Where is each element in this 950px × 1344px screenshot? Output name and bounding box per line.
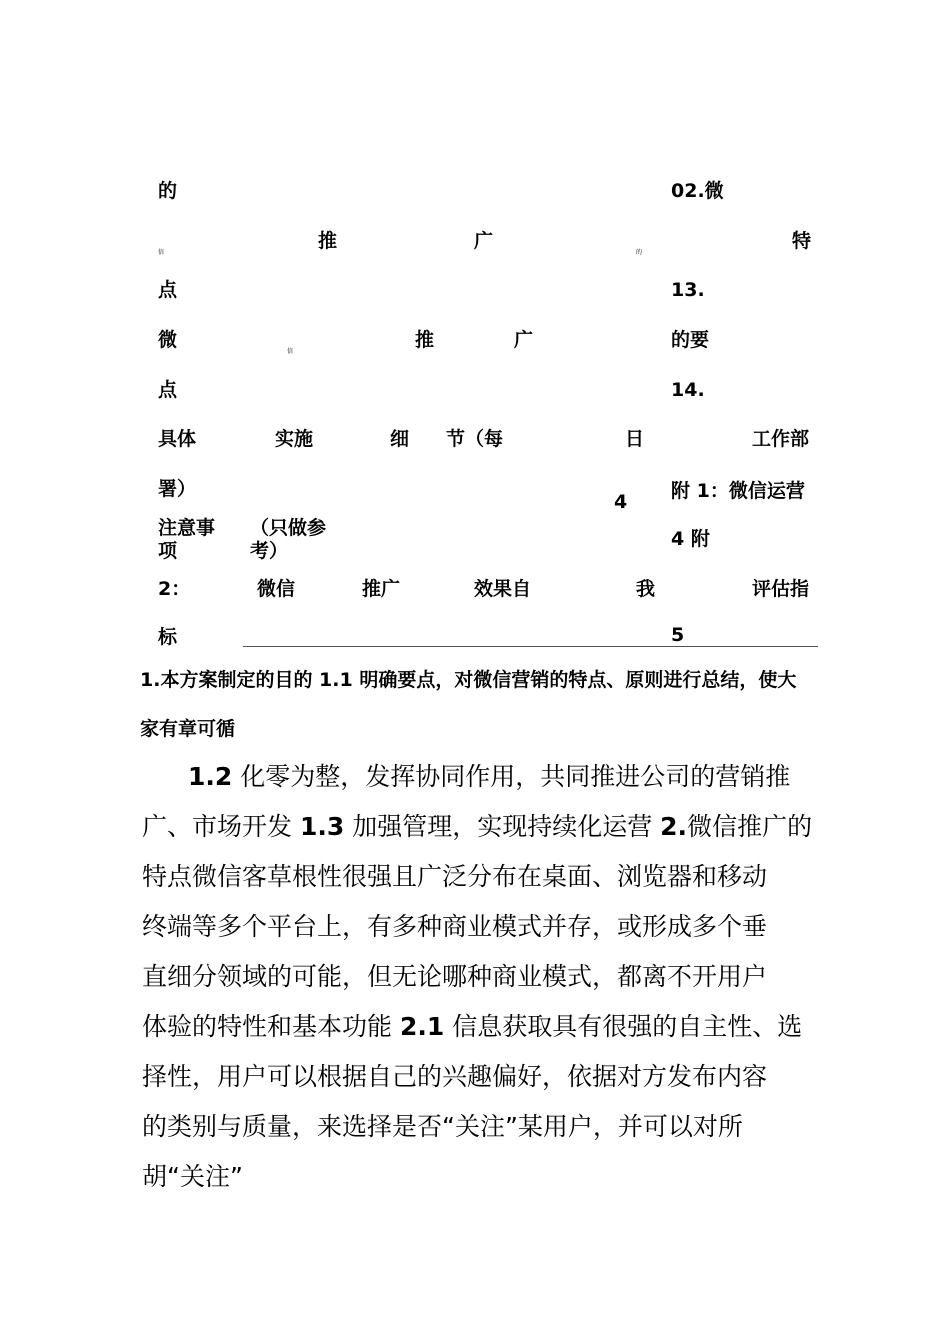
body-line: 终端等多个平台上，有多种商业模式并存，或形成多个垂 (142, 912, 768, 941)
toc-text: 点 (158, 379, 178, 401)
intro-line-2: 家有章可循 (140, 718, 236, 740)
toc-text: 附 1：微信运营 (671, 480, 805, 502)
toc-text: 广 (514, 329, 534, 351)
section-number: 2.1 (399, 1012, 445, 1041)
body-line (142, 802, 832, 852)
toc-text: 考） (250, 540, 289, 562)
toc-text: 工作部 (752, 428, 810, 450)
toc-text: 节（每 (446, 428, 504, 450)
body-text: 广、市场开发 (142, 812, 300, 841)
body-line (142, 1002, 832, 1052)
toc-text: 微信 (257, 578, 296, 600)
section-number: 1.2 (188, 762, 233, 791)
section-number: 2. (660, 812, 688, 841)
body-text: 化零为整，发挥协同作用，共同推进公司的营销推 (232, 762, 791, 791)
toc-text: 广 (474, 230, 494, 252)
body-line: 的类别与质量，来选择是否“关注”某用户，并可以对所 (142, 1112, 743, 1141)
body-line: 直细分领域的可能，但无论哪种商业模式，都离不开用户 (142, 962, 768, 991)
toc-divider (243, 646, 818, 647)
toc-page-number: 5 (671, 624, 685, 646)
toc-text: 推 (415, 329, 435, 351)
toc-text: 效果自 (474, 578, 532, 600)
toc-text: 的 (158, 180, 178, 202)
toc-text: 项 (158, 540, 178, 562)
body-text: 体验的特性和基本功能 (142, 1012, 400, 1041)
body-line: 胡“关注” (142, 1162, 243, 1191)
toc-text: 我 (636, 578, 656, 600)
body-text: 加强管理，实现持续化运营 (344, 812, 661, 841)
toc-text: 具体 (158, 428, 197, 450)
toc-text: 实施 (275, 428, 314, 450)
toc-text: （只做参 (250, 517, 327, 539)
toc-text: 02.微 (671, 180, 724, 202)
body-line: 择性，用户可以根据自己的兴趣偏好，依据对方发布内容 (142, 1062, 768, 1091)
intro-line-1: 1.本方案制定的目的 1.1 明确要点，对微信营销的特点、原则进行总结，使大 (140, 669, 797, 691)
toc-page-number: 4 (614, 491, 628, 513)
toc-text: 的要 (671, 329, 710, 351)
toc-text: 注意事 (158, 517, 216, 539)
toc-text: 细 (390, 428, 410, 450)
toc-text: 点 (158, 279, 178, 301)
toc-text: 推广 (362, 578, 401, 600)
toc-tiny-text: 的 (636, 249, 643, 256)
toc-text: 评估指 (752, 578, 810, 600)
body-text: 微信推广的 (687, 812, 813, 841)
body-line (142, 752, 832, 802)
section-number: 1.3 (299, 812, 345, 841)
body-text: 信息获取具有很强的自主性、选 (444, 1012, 803, 1041)
toc-text: 推 (318, 230, 338, 252)
toc-text: 4 附 (671, 528, 710, 550)
toc-text: 2： (158, 578, 191, 600)
toc-text: 日 (625, 428, 645, 450)
toc-text: 署） (158, 478, 197, 500)
toc-text: 标 (158, 626, 178, 648)
toc-tiny-text: 信 (158, 249, 165, 256)
body-line: 特点微信客草根性很强且广泛分布在桌面、浏览器和移动 (142, 862, 768, 891)
body-paragraph (142, 752, 832, 1202)
toc-text: 特 (792, 230, 812, 252)
toc-text: 13. (671, 279, 705, 301)
toc-text: 微 (158, 329, 178, 351)
toc-tiny-text: 信 (287, 348, 294, 355)
toc-text: 14. (671, 379, 705, 401)
